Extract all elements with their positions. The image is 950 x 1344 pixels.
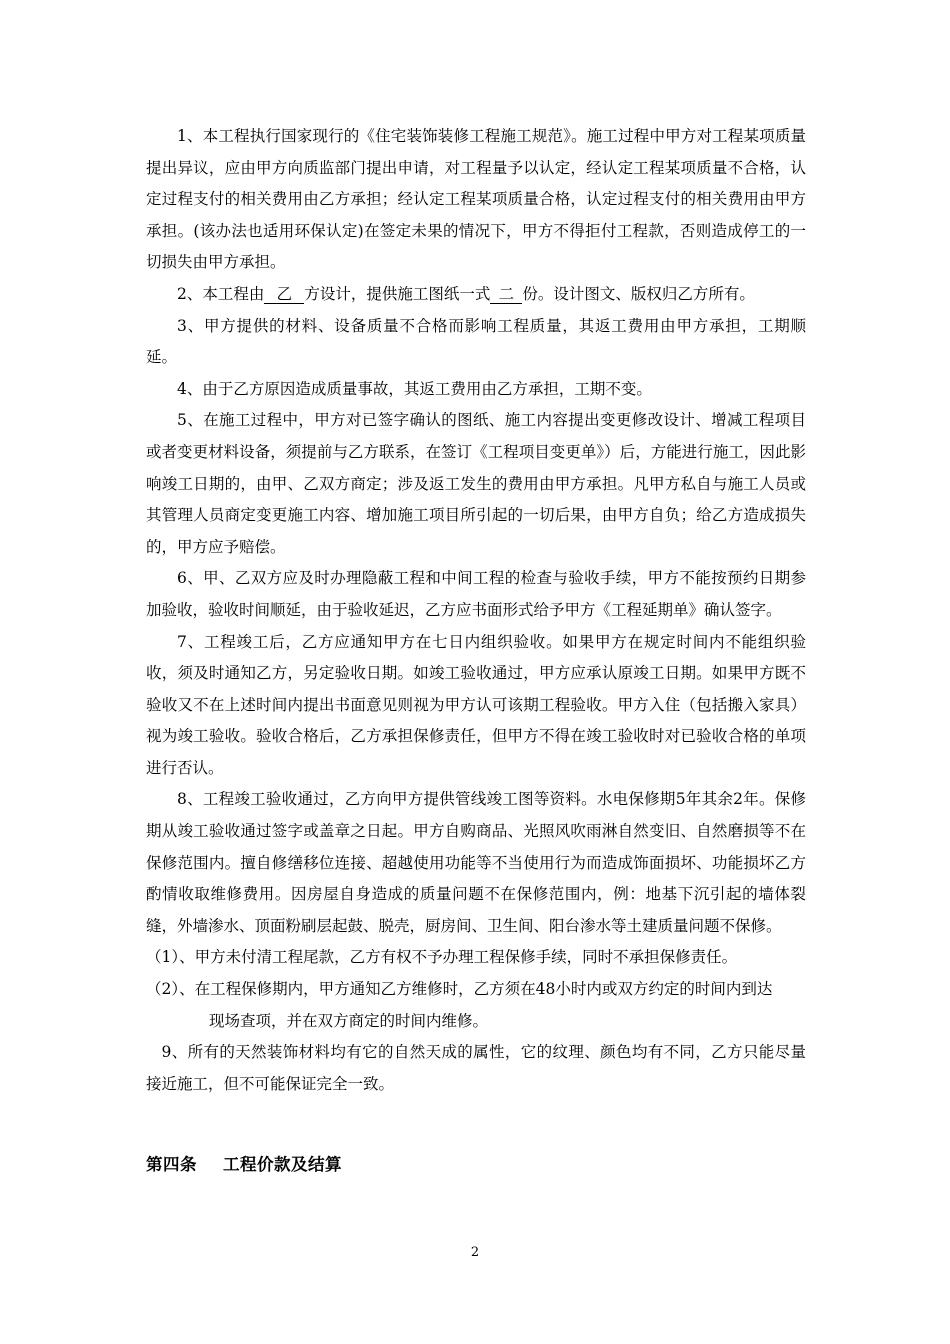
clause-8-item-2: （2）、在工程保修期内，甲方通知乙方维修时，乙方须在48小时内或双方约定的时间内到达 xyxy=(146,980,773,999)
section-number: 第四条 xyxy=(146,1155,197,1174)
clause-6: 6、甲、乙双方应及时办理隐蔽工程和中间工程的检查与验收手续，甲方不能按预约日期参加验收，验收时间顺延，由于验收延迟，乙方应书面形式给予甲方《工程延期单》确认签字。 xyxy=(146,569,806,619)
clause-2-text-c: 份。设计图文、版权归乙方所有。 xyxy=(522,284,755,303)
clause-5: 5、在施工过程中，甲方对已签字确认的图纸、施工内容提出变更修改设计、增减工程项目或者变更材料设备，须提前与乙方联系，在签订《工程项目变更单》）后，方能进行施工，因此影响竣工日期的，由甲、乙双方商定；涉及返工发生的费用由甲方承担。凡甲方私自与施工人员或其管理人员商定变更施工内容、增加施工项目所引起的一切后果，由甲方自负；给乙方造成损失的，甲方应予赔偿。 xyxy=(146,411,806,556)
clause-1: 1、本工程执行国家现行的《住宅装饰装修工程施工规范》。施工过程中甲方对工程某项质量提出异议，应由甲方向质监部门提出申请，对工程量予以认定，经认定工程某项质量不合格，认定过程支付的相关费用由乙方承担；经认定工程某项质量合格，认定过程支付的相关费用由甲方承担。(该办法也适用环保认定)在签定未果的情况下，甲方不得拒付工程款，否则造成停工的一切损失由甲方承担。 xyxy=(146,127,806,272)
page-number: 2 xyxy=(470,1245,480,1260)
clause-8: 8、工程竣工验收通过，乙方向甲方提供管线竣工图等资料。水电保修期5年其余2年。保修期从竣工验收通过签字或盖章之日起。甲方自购商品、光照风吹雨淋自然变旧、自然磨损等不在保修范围内。擅自修缮移位连接、超越使用功能等不当使用行为而造成饰面损坏、功能损坏乙方酌情收取维修费用。因房屋自身造成的质量问题不在保修范围内，例：地基下沉引起的墙体裂缝，外墙渗水、顶面粉刷层起鼓、脱壳，厨房间、卫生间、阳台渗水等土建质量问题不保修。 xyxy=(146,790,806,935)
copies-field: 二 xyxy=(490,285,522,304)
clause-7: 7、工程竣工后，乙方应通知甲方在七日内组织验收。如果甲方在规定时间内不能组织验收，须及时通知乙方，另定验收日期。如竣工验收通过，甲方应承认原竣工日期。如果甲方既不验收又不在上述时间内提出书面意见则视为甲方认可该期工程验收。甲方入住（包括搬入家具）视为竣工验收。验收合格后，乙方承担保修责任，但甲方不得在竣工验收时对已验收合格的单项进行否认。 xyxy=(146,632,806,777)
clause-9: 9、所有的天然装饰材料均有它的自然天成的属性，它的纹理、颜色均有不同，乙方只能尽量接近施工，但不可能保证完全一致。 xyxy=(146,1043,806,1093)
section-heading xyxy=(146,1151,342,1175)
clause-8-item-2-continuation: 现场查项，并在双方商定的时间内维修。 xyxy=(209,1011,489,1030)
clause-2-text-a: 2、本工程由 xyxy=(177,284,265,303)
clause-4: 4、由于乙方原因造成质量事故，其返工费用由乙方承担，工期不变。 xyxy=(177,379,652,398)
clause-2-text-b: 方设计，提供施工图纸一式 xyxy=(304,284,491,303)
designer-field: 乙 xyxy=(264,285,304,304)
clause-2 xyxy=(146,279,806,311)
section-title: 工程价款及结算 xyxy=(223,1155,342,1174)
document-body xyxy=(146,121,806,1100)
clause-3: 3、甲方提供的材料、设备质量不合格而影响工程质量，其返工费用由甲方承担，工期顺延。 xyxy=(146,316,806,367)
clause-8-item-1: （1）、甲方未付清工程尾款，乙方有权不予办理工程保修手续，同时不承担保修责任。 xyxy=(146,948,738,967)
